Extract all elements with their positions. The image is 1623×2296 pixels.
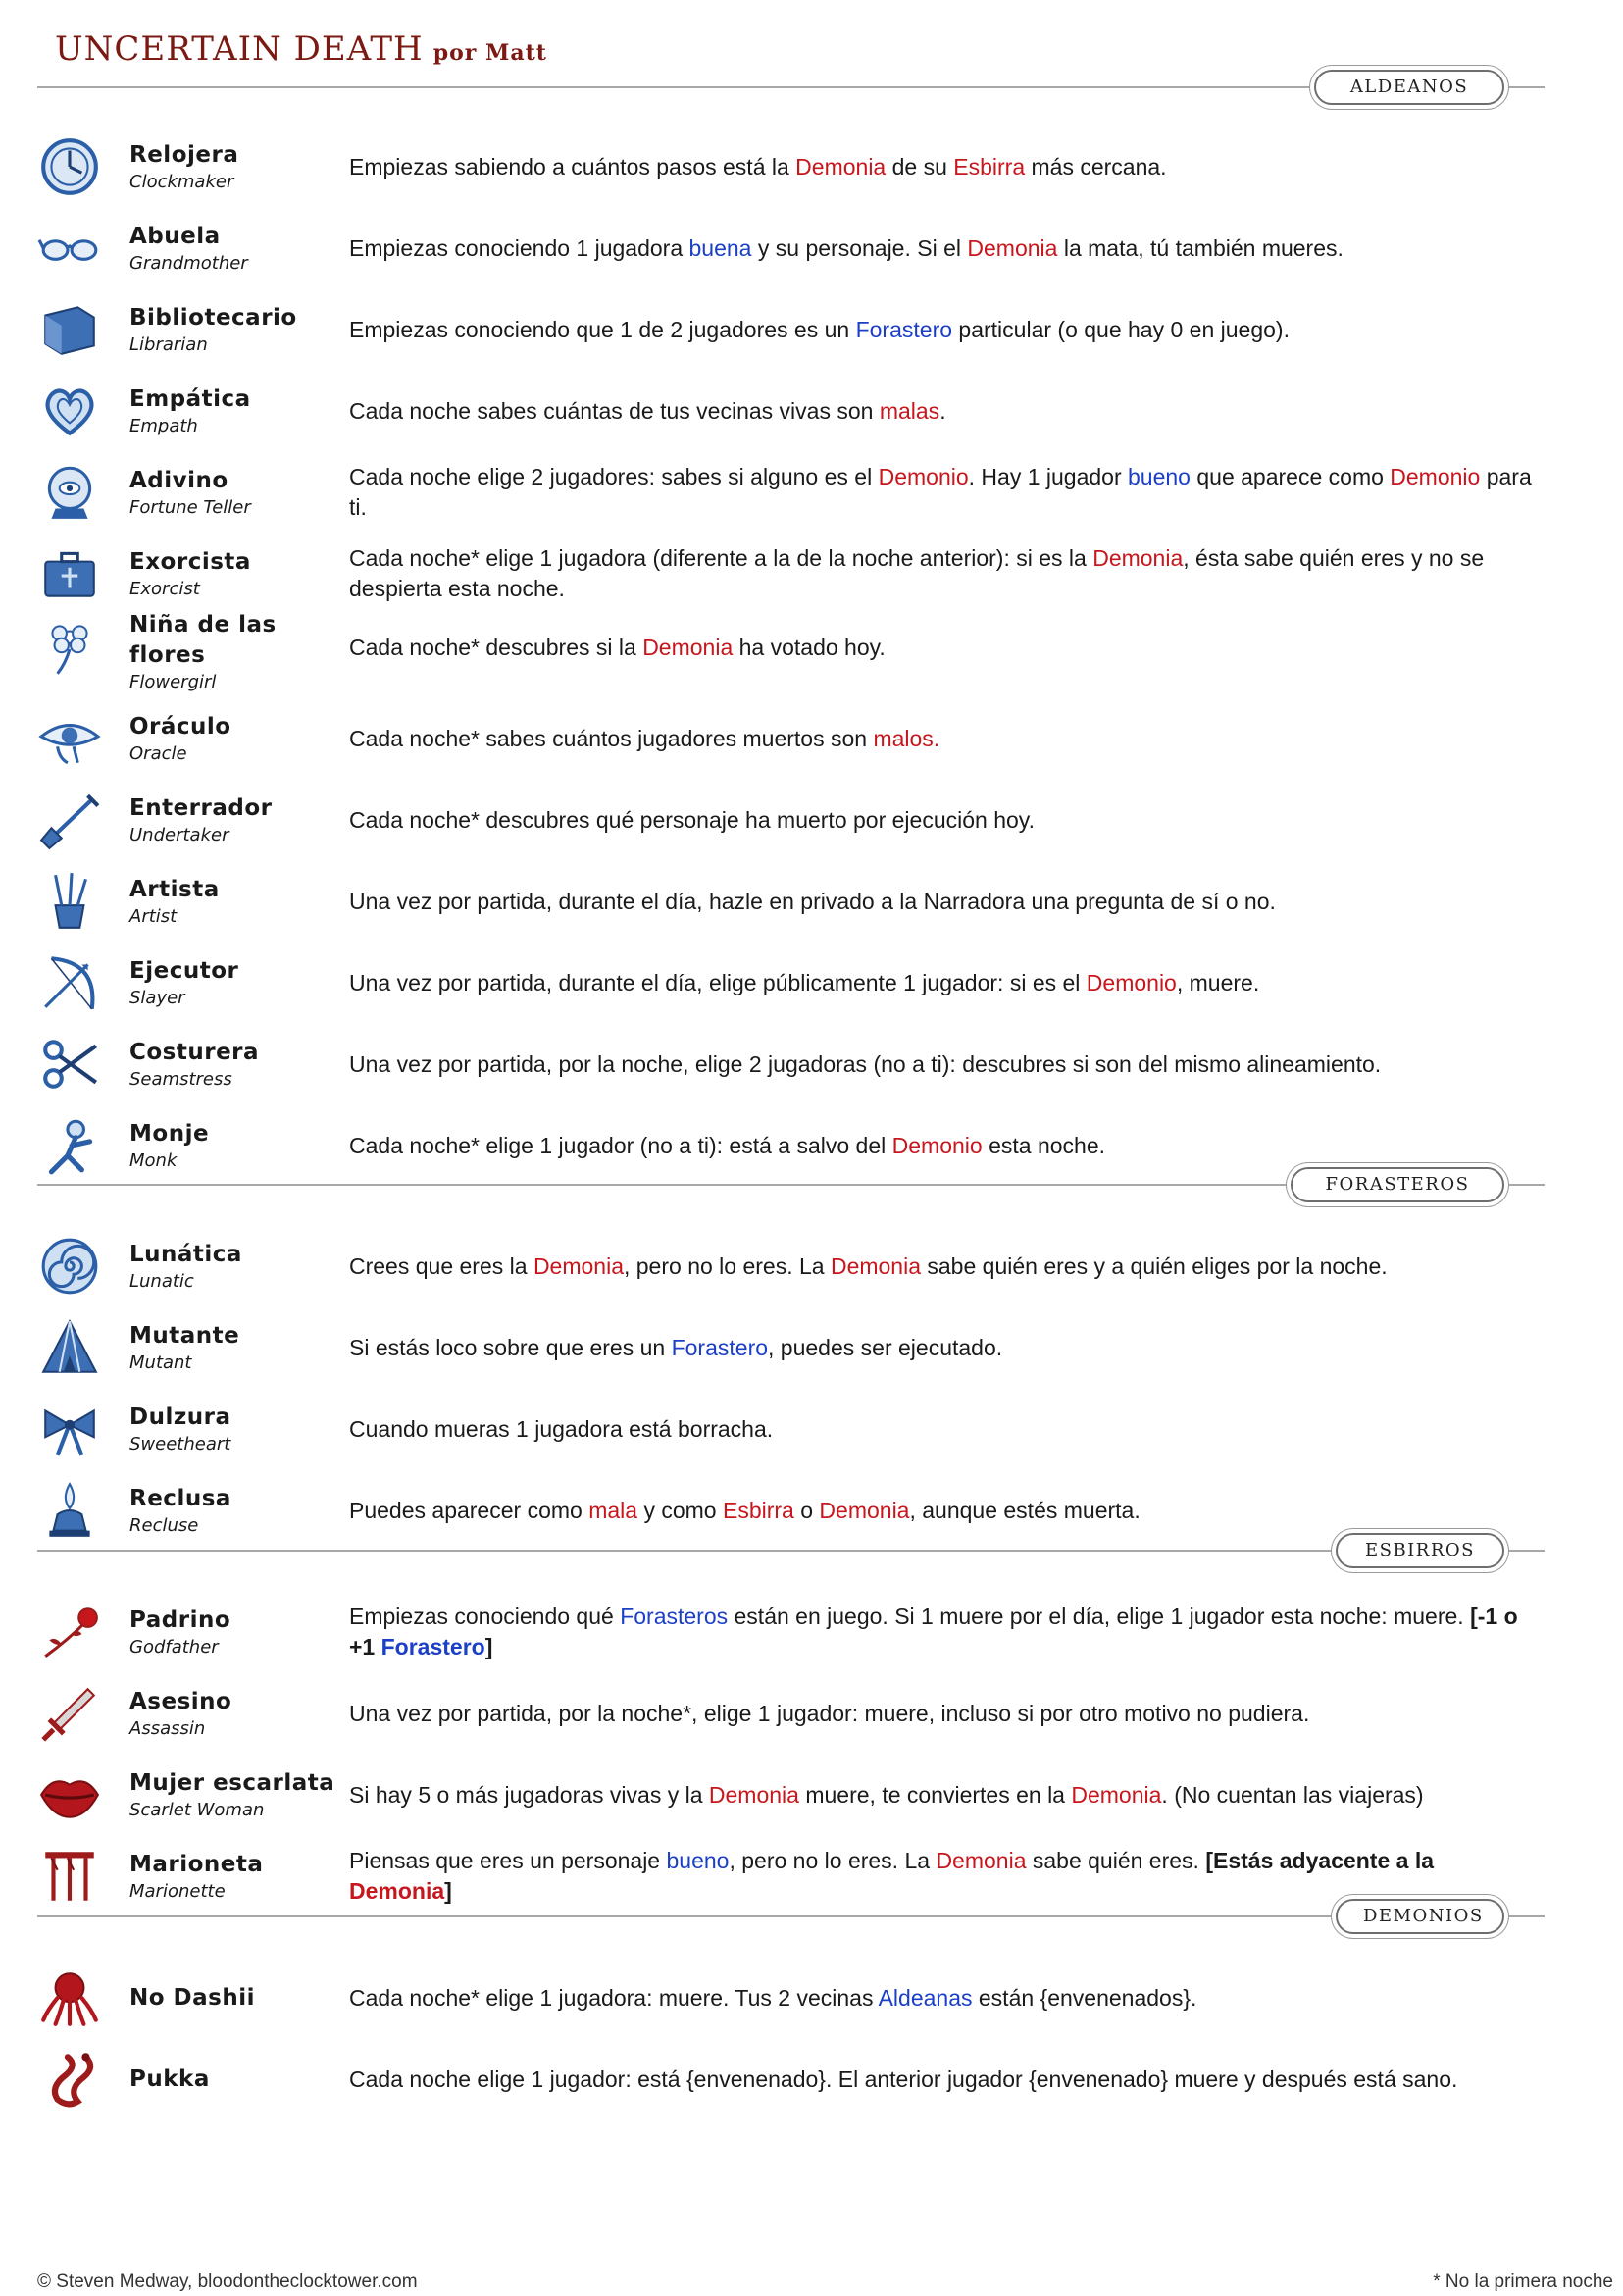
ability-text: Cada noche* elige 1 jugador (no a ti): está a salvo del bbox=[349, 1132, 892, 1158]
role-name: Enterrador bbox=[129, 794, 273, 821]
ability-text: Si estás loco sobre que eres un bbox=[349, 1334, 672, 1360]
glasses-icon bbox=[35, 214, 104, 282]
ability-keyword: malos. bbox=[873, 725, 940, 751]
ability-text: que aparece como bbox=[1190, 464, 1391, 489]
ability-text: Cuando mueras 1 jugadora está borracha. bbox=[349, 1415, 774, 1442]
flower-icon bbox=[35, 613, 104, 682]
role-name-english: Empath bbox=[129, 415, 198, 436]
role-ability bbox=[349, 1983, 1538, 2014]
role-row-artist bbox=[0, 864, 1623, 939]
role-names bbox=[129, 1606, 335, 1659]
role-row-librarian bbox=[0, 292, 1623, 367]
role-row-exorcist bbox=[0, 536, 1623, 611]
role-ability bbox=[349, 1049, 1538, 1080]
role-names bbox=[129, 1321, 335, 1375]
ability-text: . bbox=[939, 397, 946, 424]
role-row-godfather bbox=[0, 1595, 1623, 1669]
ability-text: Cada noche sabes cuántas de tus vecinas vivas son bbox=[349, 397, 880, 424]
role-names bbox=[129, 303, 335, 357]
ability-text: Cada noche elige 2 jugadores: sabes si alguno es el bbox=[349, 464, 879, 489]
role-names bbox=[129, 956, 335, 1010]
tent-icon bbox=[35, 1313, 104, 1382]
role-name-english: Librarian bbox=[129, 333, 208, 355]
role-row-sweetheart bbox=[0, 1392, 1623, 1466]
shovel-icon bbox=[35, 786, 104, 854]
ability-keyword: Demonia bbox=[795, 153, 887, 179]
role-row-oracle bbox=[0, 701, 1623, 776]
role-names bbox=[129, 2065, 335, 2095]
role-name-english: Exorcist bbox=[129, 578, 200, 599]
role-names bbox=[129, 1484, 335, 1538]
ability-keyword: bueno bbox=[666, 1848, 730, 1873]
ability-text: Una vez por partida, durante el día, hazle en privado a la Narradora una pregunta de sí o no. bbox=[349, 888, 1276, 914]
ability-keyword: Demonio bbox=[891, 1132, 983, 1158]
script-author: por Matt bbox=[432, 40, 547, 66]
ability-text: Empiezas conociendo 1 jugadora bbox=[349, 234, 689, 261]
ribbon-icon bbox=[35, 1395, 104, 1463]
ability-keyword: Demonia bbox=[533, 1252, 624, 1279]
script-title: UNCERTAIN DEATH bbox=[55, 29, 424, 69]
role-name: Ejecutor bbox=[129, 957, 239, 984]
first-night-footnote: * No la primera noche bbox=[1433, 2271, 1613, 2292]
ability-text: [Estás adyacente a la bbox=[1205, 1848, 1435, 1873]
role-name-english: Monk bbox=[129, 1149, 178, 1171]
role-name-english: Scarlet Woman bbox=[129, 1799, 265, 1820]
marionette-icon bbox=[35, 1842, 104, 1911]
ability-keyword: bueno bbox=[1128, 464, 1191, 489]
role-ability bbox=[349, 1333, 1538, 1363]
role-name: Padrino bbox=[129, 1607, 231, 1633]
lips-icon bbox=[35, 1760, 104, 1829]
crystal-ball-icon bbox=[35, 458, 104, 527]
ability-text: Cada noche* descubres qué personaje ha muerto por ejecución hoy. bbox=[349, 806, 1035, 833]
copyright-footer: © Steven Medway, bloodontheclocktower.com bbox=[37, 2271, 418, 2292]
ability-keyword: Demonia bbox=[708, 1781, 799, 1808]
ability-text: sabe quién eres y a quién eliges por la noche. bbox=[921, 1252, 1388, 1279]
ability-keyword: Forasteros bbox=[620, 1604, 729, 1629]
ability-text: ] bbox=[484, 1634, 493, 1659]
role-name-english: Artist bbox=[129, 905, 178, 927]
role-name: Adivino bbox=[129, 467, 228, 493]
role-row-empath bbox=[0, 374, 1623, 448]
octopus-icon bbox=[35, 1964, 104, 2032]
role-ability bbox=[349, 2065, 1538, 2095]
ability-keyword: Demonia bbox=[819, 1497, 910, 1523]
role-name: Reclusa bbox=[129, 1485, 231, 1511]
ability-keyword: mala bbox=[588, 1497, 638, 1523]
role-ability bbox=[349, 1846, 1538, 1907]
role-name-english: Lunatic bbox=[129, 1270, 194, 1292]
monk-icon bbox=[35, 1111, 104, 1180]
role-name: Monje bbox=[129, 1120, 210, 1147]
role-ability bbox=[349, 1251, 1538, 1282]
role-name-english: Oracle bbox=[129, 742, 187, 764]
role-ability bbox=[349, 1131, 1538, 1161]
section-label-aldeanos: ALDEANOS bbox=[1314, 70, 1504, 105]
ability-text: , aunque estés muerta. bbox=[909, 1497, 1141, 1523]
section-divider bbox=[37, 1550, 1545, 1552]
role-name-english: Sweetheart bbox=[129, 1433, 231, 1454]
role-row-no-dashii bbox=[0, 1961, 1623, 2035]
role-name: Artista bbox=[129, 876, 220, 902]
role-names bbox=[129, 1983, 335, 2014]
ability-text: o bbox=[793, 1497, 820, 1523]
heart-icon bbox=[35, 377, 104, 445]
role-names bbox=[129, 222, 335, 276]
ability-keyword: buena bbox=[688, 234, 752, 261]
ability-text: y como bbox=[637, 1497, 723, 1523]
clock-icon bbox=[35, 132, 104, 201]
ability-text: Cada noche* descubres si la bbox=[349, 634, 643, 660]
ability-text: Una vez por partida, por la noche, elige 2 jugadoras (no a ti): descubres si son del mismo alineamiento. bbox=[349, 1050, 1382, 1077]
role-names bbox=[129, 1403, 335, 1456]
role-row-scarlet-woman bbox=[0, 1758, 1623, 1832]
ability-text: . Hay 1 jugador bbox=[968, 464, 1129, 489]
ability-keyword: Demonia bbox=[936, 1848, 1027, 1873]
ability-text: Crees que eres la bbox=[349, 1252, 533, 1279]
ability-text: , pero no lo eres. La bbox=[623, 1252, 831, 1279]
role-row-slayer bbox=[0, 945, 1623, 1020]
page-title bbox=[55, 29, 547, 69]
role-names bbox=[129, 793, 335, 847]
role-name: Mujer escarlata bbox=[129, 1769, 335, 1796]
role-names bbox=[129, 140, 335, 194]
ability-keyword: Demonia bbox=[642, 634, 734, 660]
role-names bbox=[129, 1768, 335, 1822]
ability-text: sabe quién eres. bbox=[1026, 1848, 1206, 1873]
role-ability bbox=[349, 968, 1538, 998]
ability-text: ha votado hoy. bbox=[733, 634, 886, 660]
role-name-english: Grandmother bbox=[129, 252, 248, 274]
ability-text: Empiezas sabiendo a cuántos pasos está la bbox=[349, 153, 796, 179]
ability-text: Puedes aparecer como bbox=[349, 1497, 589, 1523]
role-name: Pukka bbox=[129, 2066, 210, 2092]
ability-text: Una vez por partida, por la noche*, elige 1 jugador: muere, incluso si por otro motivo no pudiera. bbox=[349, 1700, 1310, 1726]
book-icon bbox=[35, 295, 104, 364]
role-ability bbox=[349, 1602, 1538, 1662]
ability-text: Empiezas conociendo que 1 de 2 jugadores es un bbox=[349, 316, 856, 342]
role-name: Dulzura bbox=[129, 1403, 231, 1430]
role-name-english: Assassin bbox=[129, 1717, 206, 1739]
role-name: Mutante bbox=[129, 1322, 240, 1349]
role-ability bbox=[349, 462, 1538, 523]
role-row-flowergirl bbox=[0, 610, 1623, 692]
eye-icon bbox=[35, 704, 104, 773]
role-names bbox=[129, 547, 335, 601]
role-row-grandmother bbox=[0, 211, 1623, 285]
role-row-assassin bbox=[0, 1676, 1623, 1751]
role-name: Abuela bbox=[129, 223, 221, 249]
role-name-english: Fortune Teller bbox=[129, 496, 251, 518]
ability-keyword: Demonia bbox=[1071, 1781, 1162, 1808]
ability-keyword: Demonio bbox=[1086, 969, 1177, 995]
ability-text: de su bbox=[886, 153, 954, 179]
role-row-mutant bbox=[0, 1310, 1623, 1385]
ability-text: Cada noche* elige 1 jugadora (diferente a la de la noche anterior): si es la bbox=[349, 545, 1093, 571]
bow-icon bbox=[35, 948, 104, 1017]
ability-text: para ti. bbox=[349, 464, 1532, 520]
scissors-icon bbox=[35, 1030, 104, 1098]
ability-text: Cada noche* elige 1 jugadora: muere. Tus 2 vecinas bbox=[349, 1984, 879, 2011]
ability-keyword: Demonia bbox=[1092, 545, 1184, 571]
role-names bbox=[129, 1687, 335, 1741]
section-label-esbirros: ESBIRROS bbox=[1336, 1533, 1504, 1568]
role-names bbox=[129, 1240, 335, 1294]
dagger-icon bbox=[35, 1679, 104, 1748]
ability-keyword: Demonio bbox=[1390, 464, 1481, 489]
role-names bbox=[129, 1119, 335, 1173]
ability-text: , pero no lo eres. La bbox=[729, 1848, 937, 1873]
ability-text: la mata, tú también mueres. bbox=[1057, 234, 1344, 261]
briefcase-icon bbox=[35, 539, 104, 608]
role-name: Marioneta bbox=[129, 1851, 264, 1877]
role-names bbox=[129, 610, 335, 694]
ability-keyword: Aldeanas bbox=[878, 1984, 973, 2011]
ability-text: [-1 o +1 bbox=[349, 1604, 1518, 1659]
role-ability bbox=[349, 1780, 1538, 1811]
role-names bbox=[129, 1038, 335, 1092]
rose-icon bbox=[35, 1598, 104, 1666]
ability-keyword: Esbirra bbox=[953, 153, 1026, 179]
ability-text: ] bbox=[444, 1878, 452, 1904]
role-row-fortune-teller bbox=[0, 455, 1623, 530]
role-row-clockmaker bbox=[0, 129, 1623, 204]
role-ability bbox=[349, 152, 1538, 182]
role-name: No Dashii bbox=[129, 1984, 256, 2011]
role-ability bbox=[349, 315, 1538, 345]
role-names bbox=[129, 1850, 335, 1904]
role-name: Costurera bbox=[129, 1039, 260, 1065]
role-name: Oráculo bbox=[129, 713, 231, 740]
role-ability bbox=[349, 396, 1538, 427]
role-name-english: Marionette bbox=[129, 1880, 226, 1902]
ability-text: Si hay 5 o más jugadoras vivas y la bbox=[349, 1781, 709, 1808]
ability-text: Cada noche* sabes cuántos jugadores muertos son bbox=[349, 725, 874, 751]
role-ability bbox=[349, 887, 1538, 917]
role-names bbox=[129, 466, 335, 520]
role-name: Asesino bbox=[129, 1688, 232, 1714]
role-row-pukka bbox=[0, 2042, 1623, 2117]
ability-text: Empiezas conociendo qué bbox=[349, 1604, 621, 1629]
role-row-lunatic bbox=[0, 1229, 1623, 1303]
section-divider bbox=[37, 1915, 1545, 1917]
role-names bbox=[129, 712, 335, 766]
ability-keyword: Demonia bbox=[830, 1252, 921, 1279]
ability-keyword: Forastero bbox=[671, 1334, 769, 1360]
role-name-english: Slayer bbox=[129, 987, 185, 1008]
ability-text: más cercana. bbox=[1025, 153, 1167, 179]
role-name-english: Clockmaker bbox=[129, 171, 234, 192]
role-ability bbox=[349, 233, 1538, 264]
ability-keyword: Forastero bbox=[855, 316, 953, 342]
role-row-seamstress bbox=[0, 1027, 1623, 1101]
ability-text: están en juego. Si 1 muere por el día, elige 1 jugador esta noche: muere. bbox=[728, 1604, 1471, 1629]
role-ability bbox=[349, 1414, 1538, 1445]
ability-text: Cada noche elige 1 jugador: está {envenenado}. El anterior jugador {envenenado} muere y después está sano. bbox=[349, 2066, 1458, 2092]
ability-keyword: Demonio bbox=[878, 464, 969, 489]
role-names bbox=[129, 384, 335, 438]
role-name: Relojera bbox=[129, 141, 239, 168]
ability-text: . (No cuentan las viajeras) bbox=[1161, 1781, 1424, 1808]
role-name: Empática bbox=[129, 385, 251, 412]
role-name-english: Godfather bbox=[129, 1636, 219, 1658]
ability-keyword: malas bbox=[879, 397, 940, 424]
role-name-english: Seamstress bbox=[129, 1068, 232, 1090]
role-ability bbox=[349, 633, 1538, 663]
role-name-english: Undertaker bbox=[129, 824, 229, 845]
ability-keyword: Demonia bbox=[967, 234, 1058, 261]
ability-text: muere, te conviertes en la bbox=[798, 1781, 1072, 1808]
ability-text: , ésta sabe quién eres y no se despierta esta noche. bbox=[349, 545, 1485, 601]
ability-keyword: Esbirra bbox=[722, 1497, 794, 1523]
ability-text: , puedes ser ejecutado. bbox=[768, 1334, 1003, 1360]
section-label-forasteros: FORASTEROS bbox=[1291, 1167, 1504, 1202]
role-ability bbox=[349, 805, 1538, 836]
role-ability bbox=[349, 724, 1538, 754]
role-name: Bibliotecario bbox=[129, 304, 297, 331]
role-name: Lunática bbox=[129, 1241, 242, 1267]
ability-keyword: Forastero bbox=[380, 1634, 485, 1659]
ability-text: Piensas que eres un personaje bbox=[349, 1848, 667, 1873]
role-ability bbox=[349, 1699, 1538, 1729]
serpent-icon bbox=[35, 2045, 104, 2114]
role-ability bbox=[349, 543, 1538, 604]
role-name: Niña de las flores bbox=[129, 612, 277, 668]
role-ability bbox=[349, 1496, 1538, 1526]
ability-text: Una vez por partida, durante el día, elige públicamente 1 jugador: si es el bbox=[349, 969, 1087, 995]
role-row-undertaker bbox=[0, 783, 1623, 857]
ability-text: esta noche. bbox=[982, 1132, 1105, 1158]
ability-text: están {envenenados}. bbox=[972, 1984, 1197, 2011]
section-label-demonios: DEMONIOS bbox=[1336, 1899, 1504, 1934]
role-name: Exorcista bbox=[129, 548, 251, 575]
lamp-icon bbox=[35, 1476, 104, 1545]
brushes-icon bbox=[35, 867, 104, 936]
ability-text: y su personaje. Si el bbox=[751, 234, 968, 261]
role-names bbox=[129, 875, 335, 929]
ability-text: particular (o que hay 0 en juego). bbox=[952, 316, 1290, 342]
ability-text: , muere. bbox=[1176, 969, 1260, 995]
role-name-english: Flowergirl bbox=[129, 672, 217, 692]
role-name-english: Mutant bbox=[129, 1352, 192, 1373]
spiral-icon bbox=[35, 1232, 104, 1301]
role-name-english: Recluse bbox=[129, 1514, 199, 1536]
ability-keyword: Demonia bbox=[349, 1878, 445, 1904]
